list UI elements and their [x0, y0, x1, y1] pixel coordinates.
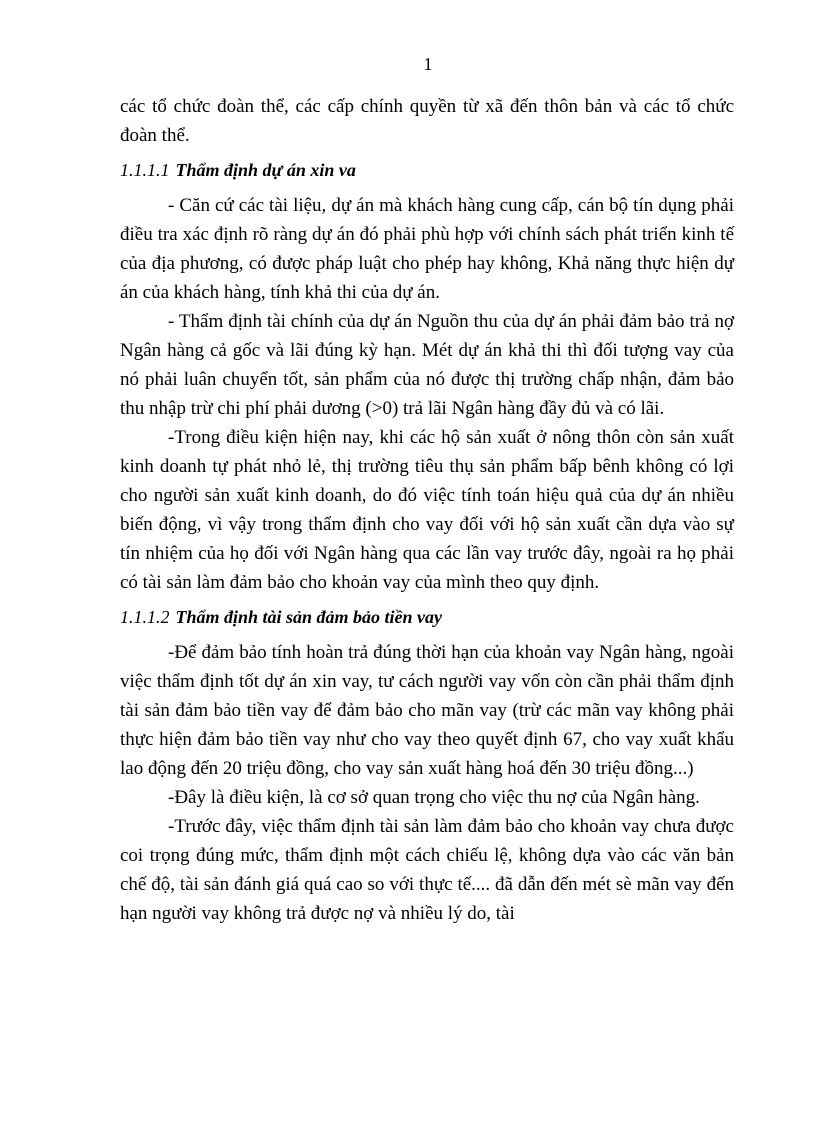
- document-body: [120, 92, 734, 928]
- section-heading-1: [120, 156, 734, 185]
- section-title: Thẩm định tài sản đảm bảo tiền vay: [175, 607, 443, 627]
- paragraph-intro: các tổ chức đoàn thể, các cấp chính quyền từ xã đến thôn bản và các tổ chức đoàn thể.: [120, 96, 734, 146]
- section-title: Thẩm định dự án xin va: [175, 160, 356, 180]
- section-number: 1.1.1.2: [120, 607, 170, 627]
- section-heading-2: [120, 603, 734, 632]
- section-number: 1.1.1.1: [120, 160, 170, 180]
- page-number: 1: [423, 54, 433, 74]
- paragraph: - Căn cứ các tài liệu, dự án mà khách hàng cung cấp, cán bộ tín dụng phải điều tra xác định rõ ràng dự án đó phải phù hợp với chính sách phát triển kinh tế của địa phương, có được pháp luật cho phép hay không, Khả năng thực hiện dự án của khách hàng, tính khả thi của dự án.: [120, 195, 734, 303]
- paragraph: - Thẩm định tài chính của dự án Nguồn thu của dự án phải đảm bảo trả nợ Ngân hàng cả gốc và lãi đúng kỳ hạn. Mét dự án khả thi thì đối tượng vay của nó phải luân chuyển tốt, sản phẩm của nó được thị trường chấp nhận, đảm bảo thu nhập trừ chi phí phải dương (>0) trả lãi Ngân hàng đầy đủ và có lãi.: [120, 311, 734, 419]
- paragraph: -Trong điều kiện hiện nay, khi các hộ sản xuất ở nông thôn còn sản xuất kinh doanh tự phát nhỏ lẻ, thị trường tiêu thụ sản phẩm bấp bênh không có lợi cho người sản xuất kinh doanh, do đó việc tính toán hiệu quả của dự án nhiều biến động, vì vậy trong thẩm định cho vay đối với hộ sản xuất cần dựa vào sự tín nhiệm của họ đối với Ngân hàng qua các lần vay trước đây, ngoài ra họ phải có tài sản làm đảm bảo cho khoản vay của mình theo quy định.: [120, 427, 734, 593]
- paragraph: -Trước đây, việc thẩm định tài sản làm đảm bảo cho khoản vay chưa được coi trọng đúng mức, thẩm định một cách chiếu lệ, không dựa vào các văn bản chế độ, tài sản đánh giá quá cao so với thực tế.... đã dẫn đến mét sè mãn vay đến hạn người vay không trả được nợ và nhiều lý do, tài: [120, 816, 734, 924]
- paragraph: -Để đảm bảo tính hoàn trả đúng thời hạn của khoản vay Ngân hàng, ngoài việc thẩm định tốt dự án xin vay, tư cách người vay vốn còn cần phải thẩm định tài sản đảm bảo tiền vay để đảm bảo cho mãn vay (trừ các mãn vay không phải thực hiện đảm bảo tiền vay như cho vay theo quyết định 67, cho vay xuất khẩu lao động đến 20 triệu đồng, cho vay sản xuất hàng hoá đến 30 triệu đồng...): [120, 642, 734, 779]
- paragraph: -Đây là điều kiện, là cơ sở quan trọng cho việc thu nợ của Ngân hàng.: [168, 787, 700, 808]
